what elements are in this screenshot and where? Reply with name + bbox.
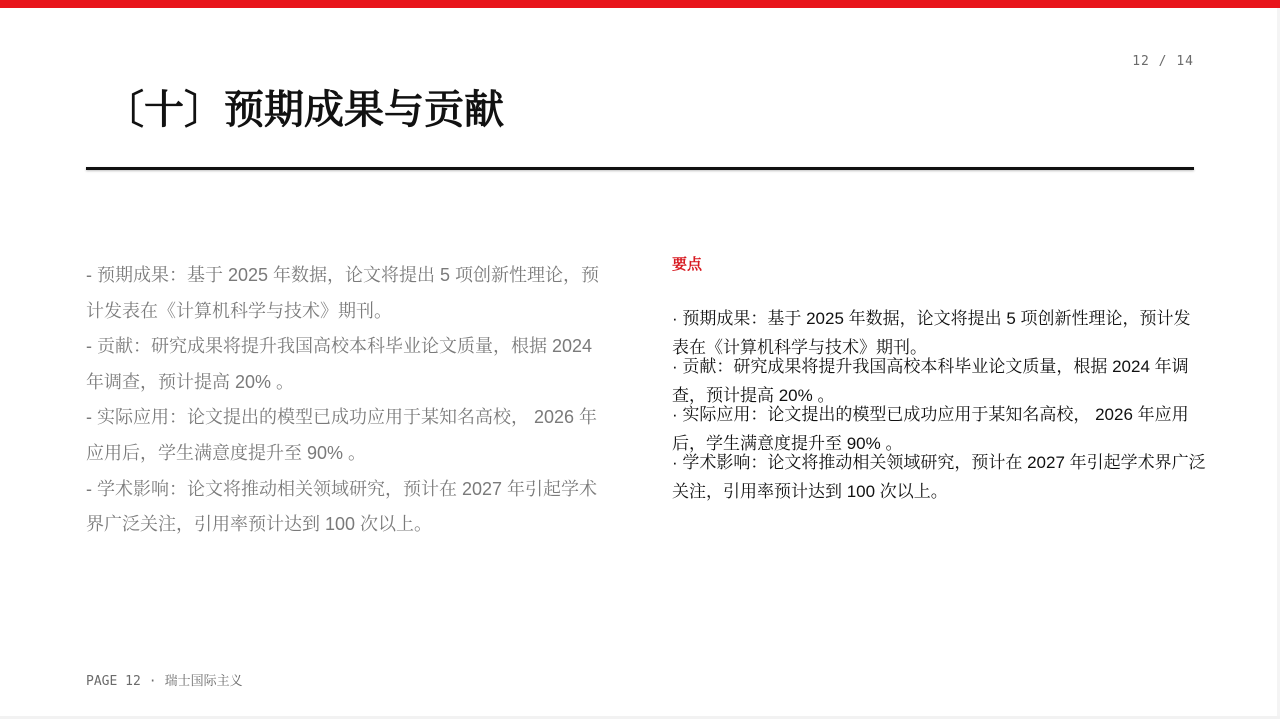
body-paragraph-contribution: - 贡献：研究成果将提升我国高校本科毕业论文质量，根据 2024 年调查，预计提高 20% 。 bbox=[86, 336, 593, 392]
footer-organization: 瑞士国际主义 bbox=[164, 674, 243, 689]
slide-title: 〔十〕预期成果与贡献 bbox=[104, 87, 504, 133]
body-paragraph-outcomes: - 预期成果：基于 2025 年数据，论文将提出 5 项创新性理论，预计发表在《计算机科学与技术》期刊。 bbox=[86, 265, 600, 321]
top-accent-bar bbox=[0, 0, 1280, 8]
page-counter: 12 / 14 bbox=[1132, 54, 1194, 69]
key-point-contribution: · 贡献：研究成果将提升我国高校本科毕业论文质量，根据 2024 年调查，预计提高 20% 。 bbox=[672, 357, 1189, 405]
key-point-outcomes: · 预期成果：基于 2025 年数据，论文将提出 5 项创新性理论，预计发表在《计算机科学与技术》期刊。 bbox=[672, 309, 1191, 357]
footer-separator: · bbox=[148, 674, 157, 689]
key-point-application: · 实际应用：论文提出的模型已成功应用于某知名高校， 2026 年应用后，学生满意度提升至 90% 。 bbox=[672, 405, 1189, 453]
title-divider bbox=[86, 167, 1194, 170]
key-point-impact: · 学术影响：论文将推动相关领域研究，预计在 2027 年引起学术界广泛关注，引用率预计达到 100 次以上。 bbox=[672, 453, 1206, 501]
footer-page-label: PAGE 12 bbox=[86, 674, 141, 689]
body-text-column bbox=[86, 258, 614, 543]
body-paragraph-impact: - 学术影响：论文将推动相关领域研究，预计在 2027 年引起学术界广泛关注，引用率预计达到 100 次以上。 bbox=[86, 478, 598, 535]
body-paragraph-application: - 实际应用：论文提出的模型已成功应用于某知名高校， 2026 年应用后，学生满意度提升至 90% 。 bbox=[86, 407, 598, 463]
key-points-heading: 要点 bbox=[672, 255, 703, 273]
footer bbox=[86, 670, 243, 689]
key-points-panel bbox=[672, 254, 1206, 501]
